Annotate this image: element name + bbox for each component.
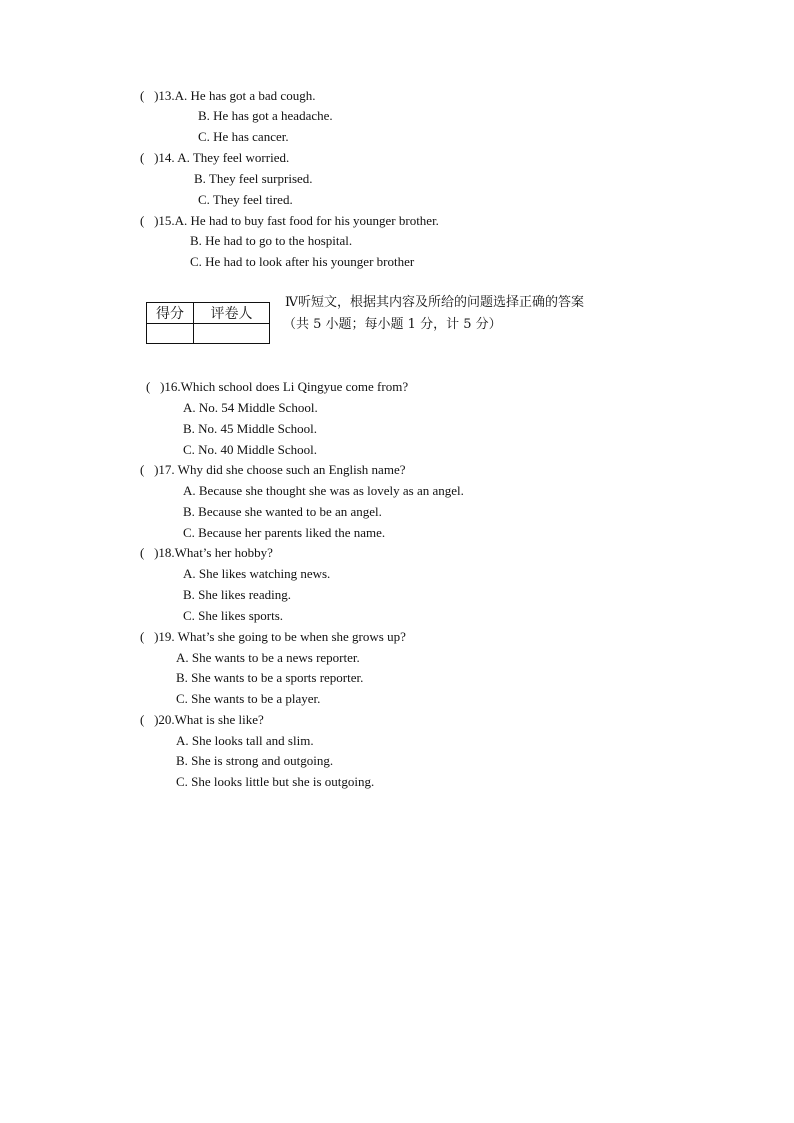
question-17-option-a: A. Because she thought she was as lovely as an angel. [183, 483, 464, 498]
score-cell[interactable] [147, 324, 194, 344]
question-13-stem: ( )13.A. He has got a bad cough. [140, 88, 316, 103]
question-15-stem: ( )15.A. He had to buy fast food for his younger brother. [140, 213, 439, 228]
question-20-option-b: B. She is strong and outgoing. [176, 753, 334, 768]
question-15-option-c: C. He had to look after his younger brother [190, 254, 415, 269]
question-20-option-a: A. She looks tall and slim. [176, 733, 314, 748]
question-18-stem: ( )18.What’s her hobby? [140, 545, 273, 560]
score-header: 得分 [147, 303, 194, 324]
question-13-option-b: B. He has got a headache. [198, 108, 333, 123]
section-4-subheading: （共 5 小题；每小题 1 分，计 5 分） [283, 317, 502, 332]
question-20-stem: ( )20.What is she like? [140, 712, 264, 727]
grader-cell[interactable] [194, 324, 270, 344]
question-15-option-b: B. He had to go to the hospital. [190, 233, 353, 248]
question-16-option-c: C. No. 40 Middle School. [183, 442, 317, 457]
question-16-option-b: B. No. 45 Middle School. [183, 421, 317, 436]
section-4-heading: Ⅳ听短文，根据其内容及所给的问题选择正确的答案 [285, 295, 584, 310]
grader-header: 评卷人 [194, 303, 270, 324]
question-14-stem: ( )14. A. They feel worried. [140, 150, 290, 165]
question-17-option-c: C. Because her parents liked the name. [183, 525, 386, 540]
question-19-option-a: A. She wants to be a news reporter. [176, 650, 360, 665]
question-14-option-b: B. They feel surprised. [194, 171, 313, 186]
question-20-option-c: C. She looks little but she is outgoing. [176, 774, 375, 789]
question-16-stem: ( )16.Which school does Li Qingyue come from? [146, 379, 409, 394]
question-19-stem: ( )19. What’s she going to be when she grows up? [140, 629, 406, 644]
question-14-option-c: C. They feel tired. [198, 192, 293, 207]
question-18-option-c: C. She likes sports. [183, 608, 284, 623]
question-19-option-b: B. She wants to be a sports reporter. [176, 670, 364, 685]
question-18-option-b: B. She likes reading. [183, 587, 291, 602]
question-16-option-a: A. No. 54 Middle School. [183, 400, 318, 415]
question-13-option-c: C. He has cancer. [198, 129, 289, 144]
question-17-option-b: B. Because she wanted to be an angel. [183, 504, 382, 519]
question-18-option-a: A. She likes watching news. [183, 566, 331, 581]
question-17-stem: ( )17. Why did she choose such an English name? [140, 462, 406, 477]
score-box [146, 302, 270, 344]
question-19-option-c: C. She wants to be a player. [176, 691, 321, 706]
